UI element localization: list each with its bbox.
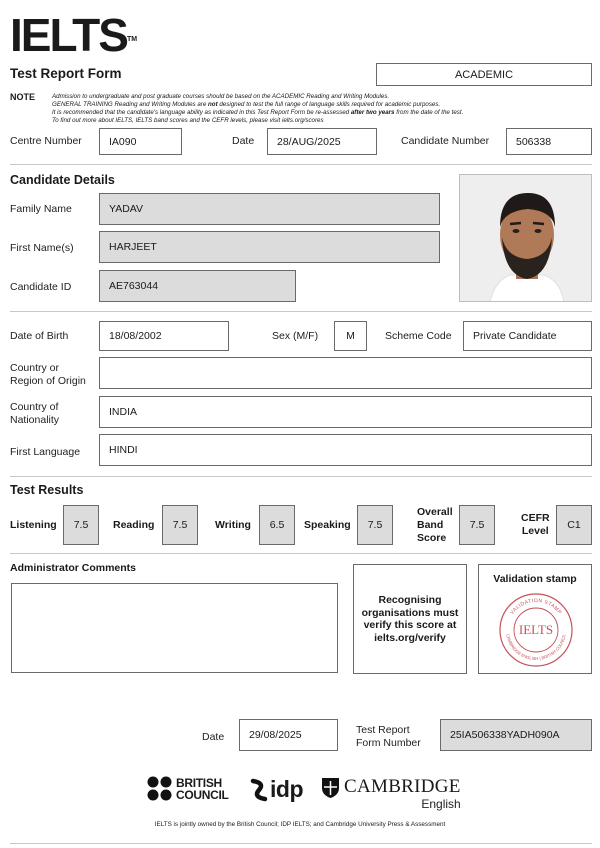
issue-date-label: Date bbox=[202, 731, 225, 743]
admin-comments-box bbox=[11, 583, 338, 673]
svg-text:VALIDATION STAMP bbox=[509, 598, 562, 616]
portrait-image bbox=[460, 175, 592, 302]
validation-stamp-box bbox=[478, 564, 592, 674]
divider bbox=[10, 164, 592, 165]
stamp-ring-bottom: CAMBRIDGE ENGLISH | BRITISH COUNCIL bbox=[505, 633, 567, 662]
divider bbox=[10, 476, 592, 477]
candidate-id-field: AE763044 bbox=[99, 270, 296, 302]
family-name-label: Family Name bbox=[10, 203, 72, 215]
ielts-logo: IELTS™ bbox=[10, 9, 138, 61]
divider bbox=[10, 311, 592, 312]
candidate-photo bbox=[459, 174, 592, 302]
validation-stamp-title: Validation stamp bbox=[493, 573, 577, 585]
svg-text:CAMBRIDGE ENGLISH | BRITISH CO bbox=[505, 633, 566, 661]
family-name-field: YADAV bbox=[99, 193, 440, 225]
speaking-label: Speaking bbox=[304, 519, 351, 531]
overall-band-label: Overall Band Score bbox=[417, 506, 453, 544]
candidate-number-label: Candidate Number bbox=[401, 135, 490, 147]
trademark-mark: TM bbox=[126, 36, 138, 43]
trf-number-label: Test Report Form Number bbox=[356, 724, 421, 749]
british-council-dots-icon bbox=[147, 776, 173, 802]
reading-label: Reading bbox=[113, 519, 155, 531]
sex-label: Sex (M/F) bbox=[272, 330, 319, 342]
scheme-code-label: Scheme Code bbox=[385, 330, 452, 342]
first-name-label: First Name(s) bbox=[10, 242, 74, 254]
first-language-field: HINDI bbox=[99, 434, 592, 466]
test-date-field: 28/AUG/2025 bbox=[267, 128, 377, 155]
cambridge-english-logo: CAMBRIDGE English bbox=[321, 777, 461, 811]
issue-date-field: 29/08/2025 bbox=[239, 719, 338, 751]
note-label: NOTE bbox=[10, 92, 36, 102]
cefr-label: CEFR Level bbox=[521, 512, 550, 537]
dob-label: Date of Birth bbox=[10, 330, 69, 342]
writing-label: Writing bbox=[215, 519, 251, 531]
verify-text: Recognising organisations must verify this score at ielts.org/verify bbox=[361, 594, 459, 644]
page-title: Test Report Form bbox=[10, 66, 122, 81]
speaking-score: 7.5 bbox=[357, 505, 393, 545]
verify-notice bbox=[353, 564, 467, 674]
candidate-details-heading: Candidate Details bbox=[10, 173, 115, 187]
centre-number-label: Centre Number bbox=[10, 135, 82, 147]
idp-swirl-icon bbox=[249, 778, 269, 802]
sex-field: M bbox=[334, 321, 367, 351]
validation-stamp-seal bbox=[496, 590, 576, 670]
first-language-label: First Language bbox=[10, 446, 81, 458]
centre-number-field: IA090 bbox=[99, 128, 182, 155]
candidate-id-label: Candidate ID bbox=[10, 281, 72, 293]
test-results-heading: Test Results bbox=[10, 483, 84, 497]
origin-field bbox=[99, 357, 592, 389]
nationality-field: INDIA bbox=[99, 396, 592, 428]
origin-label: Country or Region of Origin bbox=[10, 362, 86, 387]
note-text: Admission to undergraduate and post graduate courses should be based on the ACADEMIC Reading and Writing Modules. GENERAL TRAINING Reading and Writing Modules are not designed to test the full range of language skills required for academic purposes. It is recommended that the candidate's language ability as indicated in this Test Report Form be re-assessed after two years from the date of the test. To find out more about IELTS, IELTS band scores and the CEFR levels, please visit ielts.org/scores bbox=[52, 93, 464, 124]
admin-comments-heading: Administrator Comments bbox=[10, 562, 137, 574]
trf-number-field: 25IA506338YADH090A bbox=[440, 719, 592, 751]
idp-logo: idp bbox=[249, 776, 303, 803]
first-name-field: HARJEET bbox=[99, 231, 440, 263]
ownership-statement: IELTS is jointly owned by the British Council; IDP IELTS; and Cambridge University Press & Assessment bbox=[154, 821, 446, 828]
stamp-ring-top: VALIDATION STAMP bbox=[509, 597, 563, 616]
scheme-code-field: Private Candidate bbox=[463, 321, 592, 351]
test-date-label: Date bbox=[232, 135, 255, 147]
stamp-center-text: IELTS bbox=[518, 622, 554, 637]
cefr-level: C1 bbox=[556, 505, 592, 545]
dob-field: 18/08/2002 bbox=[99, 321, 229, 351]
module-field: ACADEMIC bbox=[376, 63, 592, 86]
listening-label: Listening bbox=[10, 519, 57, 531]
bottom-divider bbox=[10, 843, 592, 844]
candidate-number-field: 506338 bbox=[506, 128, 592, 155]
reading-score: 7.5 bbox=[162, 505, 198, 545]
nationality-label: Country of Nationality bbox=[10, 401, 60, 426]
writing-score: 6.5 bbox=[259, 505, 295, 545]
cambridge-shield-icon bbox=[321, 777, 340, 799]
british-council-logo: BRITISH COUNCIL bbox=[147, 776, 229, 802]
overall-band-score: 7.5 bbox=[459, 505, 495, 545]
listening-score: 7.5 bbox=[63, 505, 99, 545]
divider bbox=[10, 553, 592, 554]
